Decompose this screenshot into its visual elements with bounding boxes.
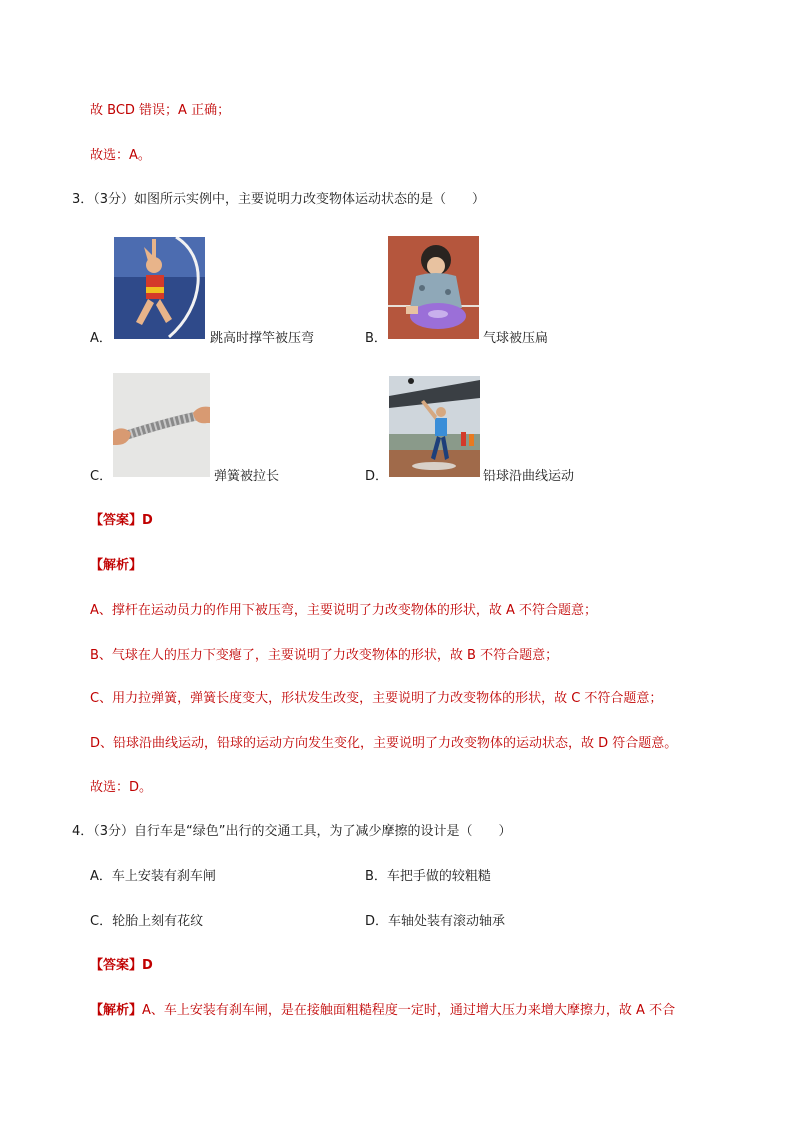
q4-option-b: B．车把手做的较粗糙: [365, 869, 491, 884]
q3-analysis-a: A、撑杆在运动员力的作用下被压弯，主要说明了力改变物体的形状，故 A 不符合题意；: [90, 603, 598, 618]
q4-analysis-text: A、车上安装有刹车闸，是在接触面粗糙程度一定时，通过增大压力来增大摩擦力，故 A 不合: [142, 1003, 676, 1018]
pole-vault-photo: [114, 237, 205, 339]
q2-choice: 故选：A。: [90, 148, 151, 163]
q3-choice: 故选：D。: [90, 780, 153, 795]
shot-put-photo: [389, 376, 480, 477]
q4-analysis: [90, 1002, 675, 1020]
q3-stem: 3．（3分）如图所示实例中，主要说明力改变物体运动状态的是（ ）: [72, 192, 486, 207]
q3-option-c-letter: C．: [90, 469, 113, 484]
q4-stem: 4．（3分）自行车是“绿色”出行的交通工具，为了减少摩擦的设计是（ ）: [72, 824, 512, 839]
q4-analysis-label: 【解析】: [90, 1003, 143, 1018]
q3-option-a-caption: 跳高时撑竿被压弯: [210, 331, 315, 346]
q2-conclusion: 故 BCD 错误；A 正确；: [90, 103, 231, 118]
q3-answer: 【答案】D: [90, 513, 153, 528]
q3-option-c-caption: 弹簧被拉长: [214, 469, 280, 484]
q4-option-d: D．车轴处装有滚动轴承: [365, 914, 506, 929]
q3-analysis-b: B、气球在人的压力下变瘪了，主要说明了力改变物体的形状，故 B 不符合题意；: [90, 648, 559, 663]
q3-option-b-letter: B．: [365, 331, 387, 346]
q4-option-a: A．车上安装有刹车闸: [90, 869, 216, 884]
q3-analysis-c: C、用力拉弹簧，弹簧长度变大，形状发生改变，主要说明了力改变物体的形状，故 C 不符合题意；: [90, 691, 663, 706]
q3-option-a-letter: A．: [90, 331, 112, 346]
q3-analysis-d: D、铅球沿曲线运动，铅球的运动方向发生变化，主要说明了力改变物体的运动状态，故 D 符合题意。: [90, 736, 678, 751]
q4-option-c: C．轮胎上刻有花纹: [90, 914, 204, 929]
q3-option-d-letter: D．: [365, 469, 389, 484]
q3-option-b-caption: 气球被压扁: [483, 331, 549, 346]
q4-answer: 【答案】D: [90, 958, 153, 973]
spring-photo: [113, 373, 210, 477]
balloon-photo: [388, 236, 479, 339]
q3-analysis-label: 【解析】: [90, 558, 143, 573]
q3-option-d-caption: 铅球沿曲线运动: [483, 469, 575, 484]
